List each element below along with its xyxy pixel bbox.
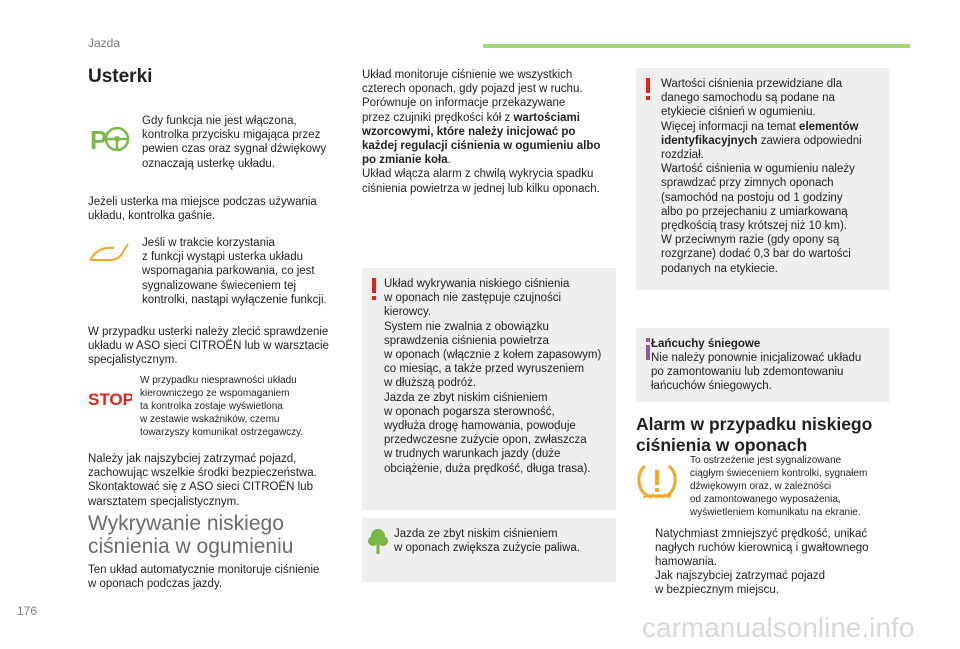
tpms-intro-text: Ten układ automatycznie monitoruje ciśnienie w oponach podczas jazdy. (88, 564, 320, 591)
alarm-text: To ostrzeżenie jest sygnalizowane ciągłym świeceniem kontrolki, sygnałem dźwiękowym oraz, w zależności od zamontowanego wyposażenia, wyświetleniem komunikatu na ekranie. (690, 455, 868, 518)
eco-box (362, 518, 616, 582)
tree-eco-icon (368, 528, 388, 559)
pressure-warning-text (661, 77, 862, 276)
svg-text:P: P (90, 125, 108, 155)
exclamation-icon (644, 78, 652, 105)
alarm-heading: Alarm w przypadku niskiego ciśnienia w oponach (636, 414, 873, 455)
usterki-heading: Usterki (88, 66, 153, 87)
bullet-item-1: Natychmiast zmniejszyć prędkość, unikać nagłych ruchów kierownicą i gwałtownego hamowania. (655, 528, 869, 569)
warning-box-text: Układ wykrywania niskiego ciśnienia w oponach nie zastępuje czujności kierowcy. System nie zwalnia z obowiązku sprawdzenia ciśnienia powietrza w oponach (włącznie z kołem zapasowym) co miesiąc, a także przed wyruszeniem w dłuższą podróż. Jazda ze zbyt niskim ciśnieniem w oponach pogarsza sterowność, wydłuża drogę hamowania, powoduje przedwczesne zużycie opon, zwłaszcza w trudnych warunkach jazdy (duże obciążenie, duża prędkość, długa trasa). (384, 278, 602, 475)
page-number: 176 (17, 604, 38, 618)
warning-box-tpms (362, 268, 616, 510)
usterki-text-6: Należy jak najszybciej zatrzymać pojazd, zachowując wszelkie środki bezpieczeństwa. Skontaktować się z ASO sieci CITROËN lub warsztatem specjalistycznym. (88, 453, 317, 508)
section-header: Jazda (88, 36, 121, 50)
usterki-text-1: Gdy funkcja nie jest włączona, kontrolka przycisku migająca przez pewien czas oraz sygnał dźwiękowy oznaczają usterkę układu. (142, 115, 327, 170)
eco-text: Jazda ze zbyt niskim ciśnieniem w oponach zwiększa zużycie paliwa. (394, 528, 581, 555)
snow-chains-text: Nie należy ponownie inicjalizować układu po zamontowaniu lub zdemontowaniu łańcuchów śniegowych. (651, 352, 862, 393)
usterki-text-5: W przypadku niesprawności układu kierowniczego ze wspomaganiem ta kontrolka zostaje wyświetlona w zestawie wskaźników, czemu towarzyszy komunikat ostrzegawczy. (140, 375, 304, 438)
watermark: carmanualsonline.info (642, 612, 915, 643)
pressure-warning-part-2: zawiera odpowiedni rozdział. Wartość ciśnienia w ogumieniu należy sprawdzać przy zimnych oponach (samochód na postoju od 1 godziny albo po przejechaniu z umiarkowaną prędkością trasy krótszej niż 10 km). W przeciwnym razie (gdy opony są rozgrzane) dodać 0,3 bar do wartości podanych na etykiecie. (661, 134, 862, 275)
exclamation-icon (370, 278, 378, 305)
pressure-warning-part-1: Wartości ciśnienia przewidziane dla danego samochodu są podane na etykiecie ciśnień w ogumieniu. Więcej informacji na temat (661, 78, 843, 133)
steering-assist-outline-icon (86, 240, 132, 266)
stop-warning-icon (88, 385, 132, 409)
stop-label: STOP (88, 390, 132, 409)
tpms-description-part-2: . Układ włącza alarm z chwilą wykrycia spadku ciśnienia powietrza w jednej lub kilku oponach. (362, 154, 600, 195)
snow-chains-title: Łańcuchy śniegowe (651, 338, 761, 350)
usterki-text-3: Jeśli w trakcie korzystania z funkcji wystąpi usterka układu wspomagania parkowania, co jest sygnalizowane świeceniem tej kontrolki, nastąpi wyłączenie funkcji. (142, 237, 327, 306)
tire-pressure-warning-icon (636, 460, 678, 502)
park-assist-button-icon (88, 116, 132, 160)
tpms-description-bold: wartościami wzorcowymi, które należy inicjować po każdej regulacji ciśnienia w ogumieniu albo po zmianie koła (362, 111, 601, 167)
tpms-description (362, 68, 600, 196)
header-accent-bar (483, 44, 910, 48)
info-box-snow-chains (636, 328, 890, 402)
warning-box-pressure (636, 68, 890, 290)
usterki-text-4: W przypadku usterki należy zlecić sprawdzenie układu w ASO sieci CITROËN lub w warsztacie specjalistycznym. (88, 326, 329, 367)
tpms-description-part-1: Układ monitoruje ciśnienie we wszystkich czterech oponach, gdy pojazd jest w ruchu. Porównuje on informacje przekazywane przez czujniki prędkości kół z (362, 69, 583, 124)
pressure-warning-bold: elementów identyfikacyjnych (661, 120, 859, 147)
tpms-heading: Wykrywanie niskiego ciśnienia w ogumieniu (88, 512, 294, 558)
usterki-text-2: Jeżeli usterka ma miejsce podczas używania układu, kontrolka gaśnie. (88, 196, 317, 223)
bullet-item-2: Jak najszybciej zatrzymać pojazd w bezpiecznym miejscu. (655, 570, 826, 597)
